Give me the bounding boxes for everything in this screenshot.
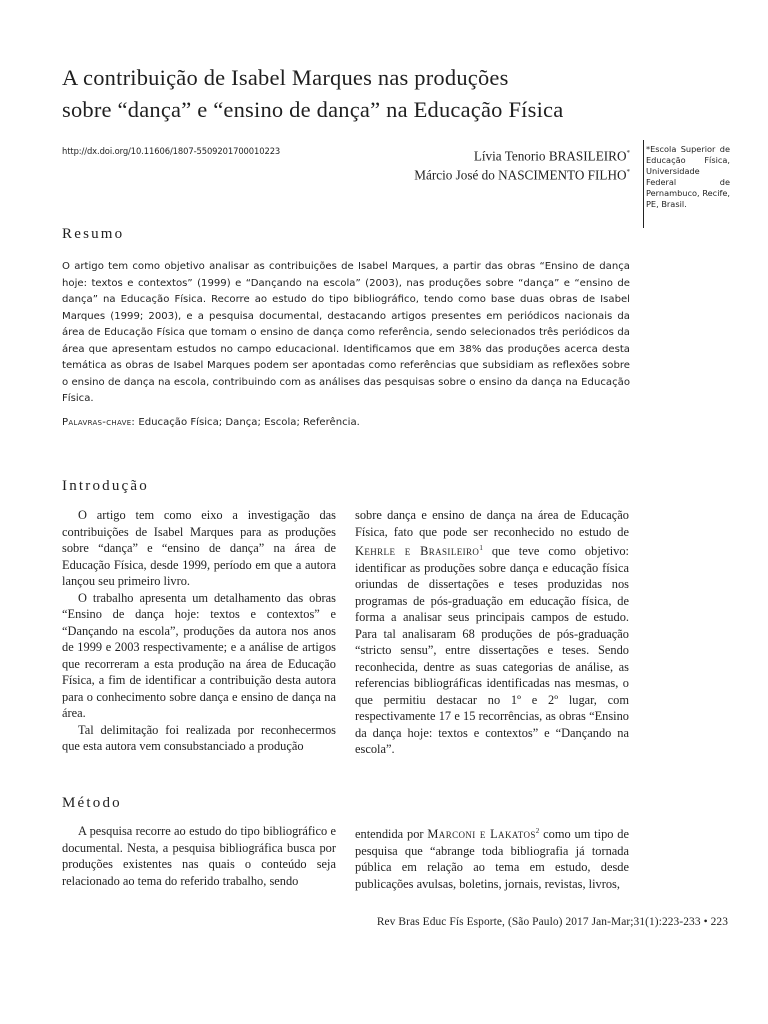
article-title — [62, 62, 662, 126]
author-1-name: Lívia Tenorio BRASILEIRO — [473, 148, 627, 164]
citation-marconi-lakatos: Marconi e Lakatos — [427, 827, 536, 842]
metodo-column-1 — [62, 823, 336, 889]
metodo-continuation-text-b: como um tipo de pesquisa que “abrange toda bibliografia já tornada pública em relação ao tema em estudo, desde publicações avulsas, boletins, jornais, revistas, livros, — [355, 827, 629, 891]
introducao-paragraph-2: O trabalho apresenta um detalhamento das obras “Ensino de dança hoje: textos e contextos” e “Dançando na escola”, produções da autora nos anos de 1999 e 2003 respectivamente; e a análise de artigos que recorreram a esta produção na área de Educação Física, a fim de identificar a contribuição desta autora para o conhecimento sobre dança e ensino de dança na área. — [62, 590, 336, 720]
introducao-paragraph-1: O artigo tem como eixo a investigação das contribuições de Isabel Marques para as produções sobre “dança” e “ensino de dança” na área de Educação Física, desde 1999, período em que a autora lançou seu primeiro livro. — [62, 508, 336, 588]
metodo-paragraph-1: A pesquisa recorre ao estudo do tipo bibliográfico e documental. Nesta, a pesquisa bibliográfica busca por produções existentes nas quais o conteúdo seja relacionado ao tema do referido trabalho, sendo — [62, 824, 336, 888]
doi-link[interactable]: http://dx.doi.org/10.11606/1807-5509201700010223 — [62, 146, 281, 156]
keywords — [62, 417, 360, 428]
article-title-line1: A contribuição de Isabel Marques nas produções — [62, 65, 509, 90]
introducao-paragraph-3: Tal delimitação foi realizada por reconhecermos que esta autora vem consubstanciado a produção — [62, 722, 336, 753]
introducao-continuation-text-a: sobre dança e ensino de dança na área de Educação Física, fato que pode ser reconhecido no estudo de — [355, 508, 629, 539]
abstract-text: O artigo tem como objetivo analisar as contribuições de Isabel Marques, a partir das obras “Ensino de dança hoje: textos e contextos” (1999) e “Dançando na escola” (2003), nas produções sobre “dança” e “ensino de dança” na Educação Física. Recorre ao estudo do tipo bibliográfico, tendo como base duas obras de Isabel Marques (1999; 2003), e a pesquisa documental, destacando artigos presentes em periódicos nacionais da área de Educação Física que tomam o ensino de dança como referência, sendo selecionados três periódicos da área que apresentam estudos no campo educacional. Identificamos que em 38% das produções acerca desta temática as obras de Isabel Marques podem ser apontadas como referências que subsidiam as reflexões sobre o ensino de dança na escola, contribuindo com as análises das pesquisas sobre o ensino da dança na Educação Física. — [62, 261, 630, 404]
introducao-column-1 — [62, 507, 336, 755]
author-1-affil-mark: * — [626, 149, 630, 157]
introducao-heading: Introdução — [62, 478, 149, 494]
resumo-heading: Resumo — [62, 226, 125, 242]
metodo-continuation — [355, 823, 629, 892]
article-title-line2: sobre “dança” e “ensino de dança” na Educação Física — [62, 97, 564, 122]
introducao-continuation — [355, 507, 629, 758]
keywords-label: Palavras-chave: — [62, 417, 136, 428]
metodo-heading: Método — [62, 795, 122, 811]
citation-ref-2: 2 — [535, 827, 540, 835]
author-1 — [414, 145, 630, 164]
metodo-continuation-text-a: entendida por — [355, 827, 424, 842]
citation-kehrle-brasileiro: Kehrle e Brasileiro — [355, 544, 480, 559]
introducao-column-2 — [355, 507, 629, 758]
author-2-affil-mark: * — [626, 168, 630, 177]
introducao-continuation-text-b: que teve como objetivo: identificar as produções sobre dança e educação física oriundas de dissertações e teses produzidas nos programas de pós-graduação em educação física, de forma a analisar seus principais campos de estudo. Para tal analisaram 68 produções de pós-graduação “stricto sensu”, entre dissertações e teses. Sendo reconhecida, dentre as suas categorias de análise, as referencias bibliográficas identificadas nas mesmas, o que permitiu destacar no 1º e 2º lugar, com respectivamente 17 e 15 recorrências, as obras “Ensino da dança hoje: textos e contextos” e “Dançando na escola”. — [355, 544, 629, 757]
author-2-name: Márcio José do NASCIMENTO FILHO — [414, 167, 627, 183]
author-2 — [414, 164, 630, 183]
affiliation-note: *Escola Superior de Educação Física, Universidade Federal de Pernambuco, Recife, PE, Brasil. — [646, 144, 730, 209]
page-footer: Rev Bras Educ Fís Esporte, (São Paulo) 2017 Jan-Mar;31(1):223-233 • 223 — [376, 916, 728, 928]
keywords-values: Educação Física; Dança; Escola; Referência. — [138, 417, 360, 428]
citation-ref-1: 1 — [479, 544, 483, 552]
metodo-column-2 — [355, 823, 629, 892]
author-list — [414, 145, 630, 184]
affiliation-divider — [643, 140, 644, 228]
